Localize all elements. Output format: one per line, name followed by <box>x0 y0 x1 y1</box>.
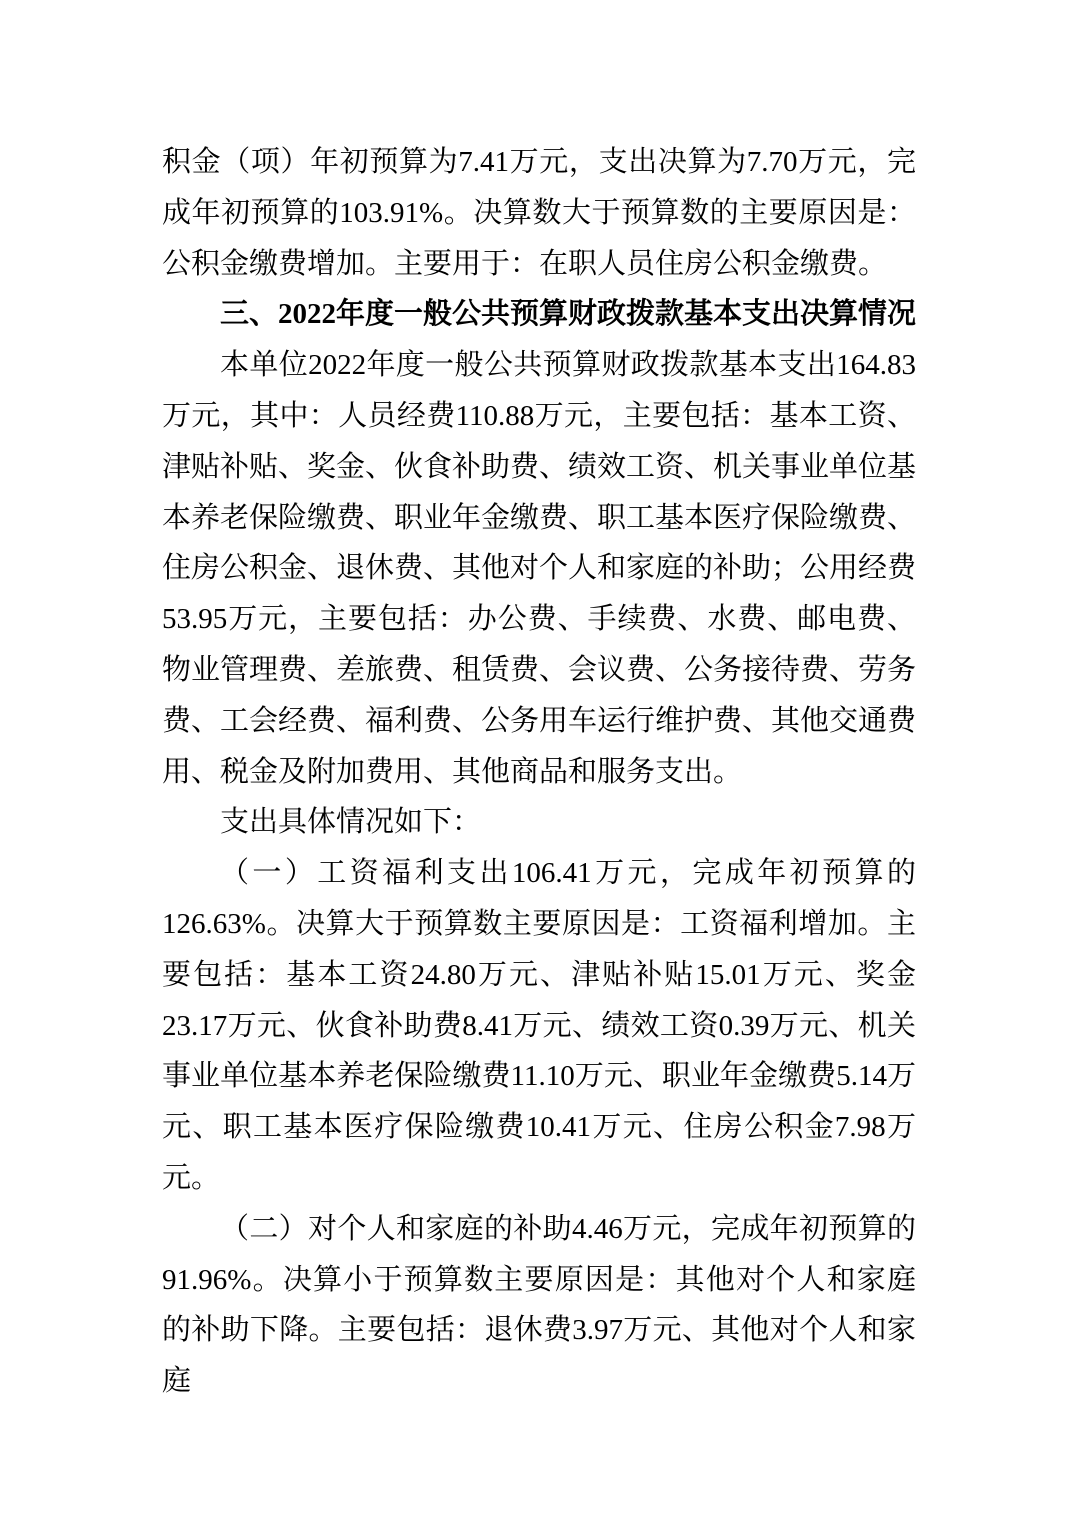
paragraph-basic-expenditure-overview: 本单位2022年度一般公共预算财政拨款基本支出164.83万元，其中：人员经费110.88万元，主要包括：基本工资、津贴补贴、奖金、伙食补助费、绩效工资、机关事业单位基本养老保险缴费、职业年金缴费、职工基本医疗保险缴费、住房公积金、退休费、其他对个人和家庭的补助；公用经费53.95万元，主要包括：办公费、手续费、水费、邮电费、物业管理费、差旅费、租赁费、会议费、公务接待费、劳务费、工会经费、福利费、公务用车运行维护费、其他交通费用、税金及附加费用、其他商品和服务支出。 <box>162 349 917 788</box>
document-body <box>162 137 916 1407</box>
paragraph-expenditure-details-intro: 支出具体情况如下： <box>220 806 482 839</box>
section-heading-basic-expenditure: 三、2022年度一般公共预算财政拨款基本支出决算情况 <box>220 298 917 331</box>
paragraph-wage-welfare-expenditure: （一）工资福利支出106.41万元，完成年初预算的126.63%。决算大于预算数主要原因是：工资福利增加。主要包括：基本工资24.80万元、津贴补贴15.01万元、奖金23.17万元、伙食补助费8.41万元、绩效工资0.39万元、机关事业单位基本养老保险缴费11.10万元、职业年金缴费5.14万元、职工基本医疗保险缴费10.41万元、住房公积金7.98万元。 <box>162 857 916 1194</box>
paragraph-individual-family-subsidy: （二）对个人和家庭的补助4.46万元，完成年初预算的91.96%。决算小于预算数主要原因是：其他对个人和家庭的补助下降。主要包括：退休费3.97万元、其他对个人和家庭 <box>162 1212 916 1398</box>
paragraph-housing-fund-continuation: 积金（项）年初预算为7.41万元，支出决算为7.70万元，完成年初预算的103.91%。决算数大于预算数的主要原因是：公积金缴费增加。主要用于：在职人员住房公积金缴费。 <box>162 146 916 280</box>
